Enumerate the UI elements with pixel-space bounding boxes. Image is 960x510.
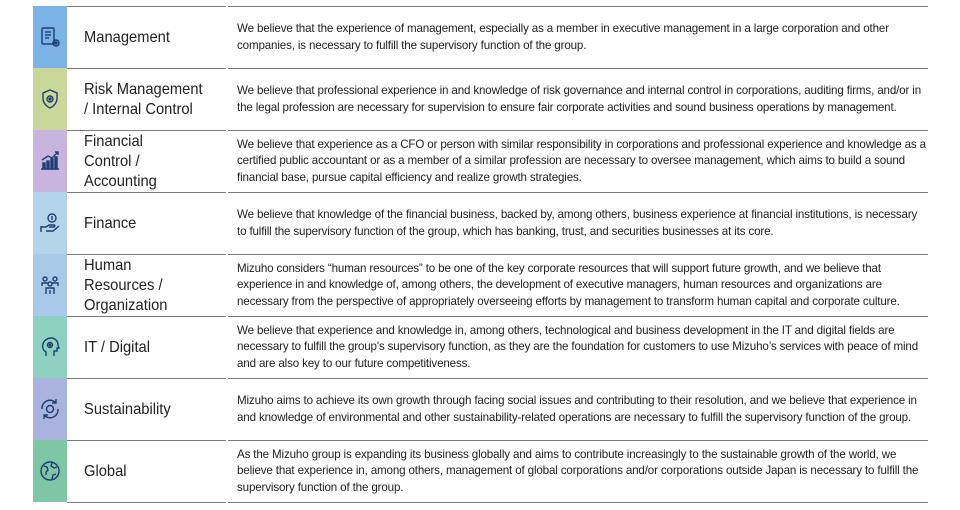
row-description: We believe that experience as a CFO or person with similar responsibility in corporations and professional experience and knowledge as a certified public accountant or as a member of a similar profession are necessary to oversee management, which aims to build a sound financial base, pursue capital efficiency and realize growth strategies. [237, 137, 926, 184]
row-description-cell [228, 68, 928, 130]
management-icon [38, 25, 62, 49]
shield-icon [38, 87, 62, 111]
row-label: IT / Digital [84, 338, 150, 356]
people-icon [38, 273, 62, 297]
row-description: We believe that experience and knowledge in, among others, technological and business development in the IT and digital fields are necessary to fulfill the group's supervisory function, as they are the foundation for customers to use Mizuho’s services with peace of mind and are also key to our future competitiveness. [237, 323, 918, 370]
icon-cell [33, 192, 67, 254]
row-label-cell [67, 68, 226, 130]
table-row [33, 68, 928, 130]
row-description: We believe that knowledge of the financial business, backed by, among others, business experience at financial institutions, is necessary to fulfill the supervisory function of the group, which has banking, trust, and securities businesses at its core. [237, 208, 918, 238]
table-row [33, 254, 928, 316]
head-gear-icon [38, 335, 62, 359]
row-label-cell [67, 440, 226, 502]
icon-cell [33, 130, 67, 192]
row-description-cell [228, 6, 928, 68]
table-row [33, 316, 928, 378]
row-description: Mizuho aims to achieve its own growth through facing social issues and contributing to their resolution, and we believe that experience in and knowledge of environmental and other sustainability-related operations are necessary to fulfill the supervisory function of the group. [237, 394, 917, 424]
icon-cell [33, 68, 67, 130]
table-row [33, 6, 928, 68]
row-label-cell [67, 192, 226, 254]
table-row [33, 378, 928, 440]
table-divider [67, 502, 226, 503]
icon-cell [33, 6, 67, 68]
row-label: Financial Control / Accounting [84, 132, 157, 190]
row-label: Finance [84, 214, 137, 232]
row-label-cell [67, 316, 226, 378]
table-row [33, 440, 928, 502]
row-label-cell [67, 130, 226, 192]
icon-cell [33, 378, 67, 440]
table-row [33, 130, 928, 192]
row-description: Mizuho considers “human resources” to be one of the key corporate resources that will support future growth, and we believe that experience in and knowledge of, among others, the development of executive managers, human resources and organizations are necessary from the perspective of appropriately overseeing efforts by management to transform human capital and corporate culture. [237, 261, 900, 308]
icon-cell [33, 316, 67, 378]
row-label-cell [67, 378, 226, 440]
icon-cell [33, 440, 67, 502]
row-description-cell [228, 254, 928, 316]
row-label: Management [84, 28, 170, 46]
table-row [33, 192, 928, 254]
row-label: Sustainability [84, 400, 171, 418]
row-description-cell [228, 192, 928, 254]
growth-chart-icon [38, 149, 62, 173]
row-description: We believe that the experience of management, especially as a member in executive management in a large corporation and other companies, is necessary to fulfill the supervisory function of the group. [237, 22, 889, 52]
row-description-cell [228, 440, 928, 502]
row-label-cell [67, 254, 226, 316]
icon-cell [33, 254, 67, 316]
row-description-cell [228, 316, 928, 378]
row-description: As the Mizuho group is expanding its business globally and aims to contribute increasingly to the sustainable growth of the world, we believe that experience in, among others, management of global corporations and/or corporations outside Japan is necessary to fulfill the supervisory function of the group. [237, 447, 919, 494]
recycle-globe-icon [38, 397, 62, 421]
row-label: Human Resources / Organization [84, 256, 168, 314]
coin-hand-icon [38, 211, 62, 235]
row-description-cell [228, 130, 928, 192]
row-description: We believe that professional experience in and knowledge of risk governance and internal control in corporations, auditing firms, and/or in the legal profession are necessary for supervision to ensure fair corporate activities and sound business operations by management. [237, 84, 921, 114]
row-description-cell [228, 378, 928, 440]
row-label: Risk Management / Internal Control [84, 80, 203, 118]
table-divider [228, 502, 928, 503]
row-label-cell [67, 6, 226, 68]
row-label: Global [84, 462, 127, 480]
globe-icon [38, 459, 62, 483]
